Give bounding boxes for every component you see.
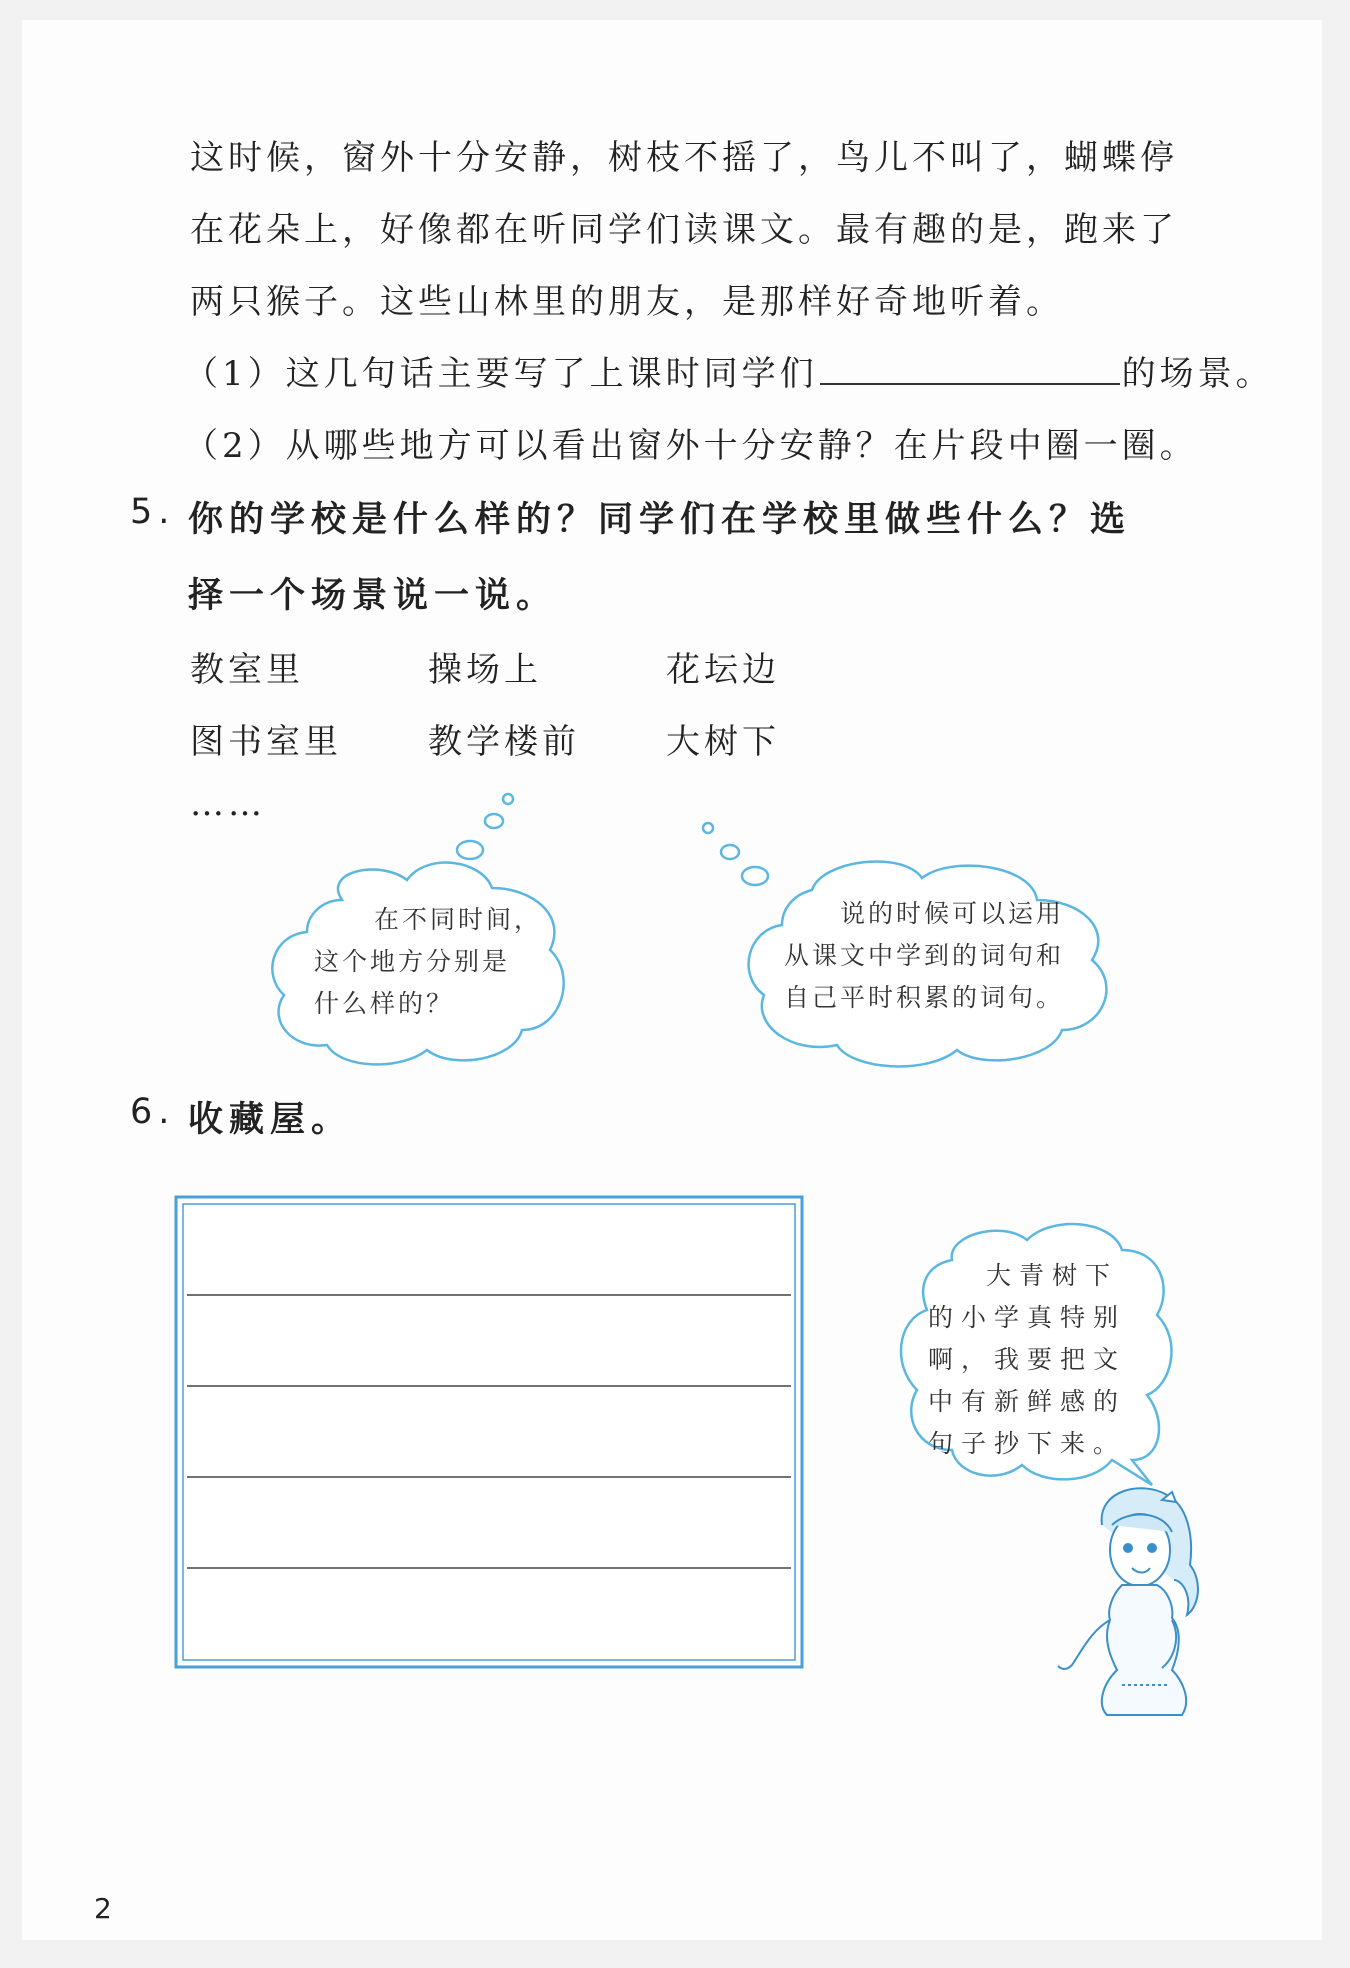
bubble-right-line: 自己平时积累的词句。	[784, 983, 1065, 1012]
question-5-number: 5.	[130, 492, 176, 532]
sub-question-2: （2）从哪些地方可以看出窗外十分安静？在片段中圈一圈。	[184, 426, 1198, 466]
sub-question-1-text: （1）这几句话主要写了上课时同学们	[184, 354, 818, 394]
place-option: 操场上	[428, 650, 542, 690]
place-option: 教学楼前	[428, 722, 580, 762]
question-6-title: 收藏屋。	[188, 1099, 353, 1140]
bubble-right-line: 从课文中学到的词句和	[784, 941, 1065, 970]
page-number: 2	[94, 1892, 112, 1925]
bubble-left-line: 这个地方分别是	[314, 947, 511, 976]
place-option: 大树下	[666, 722, 780, 762]
girl-bubble-line: 的小学真特别	[928, 1303, 1127, 1332]
girl-bubble-line: 句子抄下来。	[928, 1429, 1127, 1458]
workbook-page	[22, 20, 1322, 1940]
girl-illustration	[1058, 1488, 1198, 1715]
collection-box	[176, 1197, 802, 1667]
place-option: 花坛边	[666, 650, 780, 690]
decorations-layer	[22, 20, 1322, 1940]
girl-bubble-line: 中有新鲜感的	[928, 1387, 1127, 1416]
question-5-line-2: 择一个场景说一说。	[188, 575, 558, 616]
girl-bubble-line: 大青树下	[986, 1261, 1119, 1290]
sub-question-1-tail: 的场景。	[1121, 354, 1274, 394]
bubble-left-line: 什么样的？	[314, 989, 455, 1018]
question-5-line-1: 你的学校是什么样的？同学们在学校里做些什么？选	[188, 499, 1132, 540]
bubble-right-line: 说的时候可以运用	[840, 899, 1065, 928]
question-6-number: 6.	[130, 1092, 176, 1132]
bubble-left-line: 在不同时间，	[374, 905, 543, 934]
passage-line-3: 两只猴子。这些山林里的朋友，是那样好奇地听着。	[190, 282, 1064, 322]
ellipsis: ……	[190, 784, 266, 824]
place-option: 教室里	[190, 650, 304, 690]
passage-line-1: 这时候，窗外十分安静，树枝不摇了，鸟儿不叫了，蝴蝶停	[190, 138, 1178, 178]
passage-line-2: 在花朵上，好像都在听同学们读课文。最有趣的是，跑来了	[190, 210, 1178, 250]
place-option: 图书室里	[190, 722, 342, 762]
girl-bubble-line: 啊，我要把文	[928, 1345, 1127, 1374]
